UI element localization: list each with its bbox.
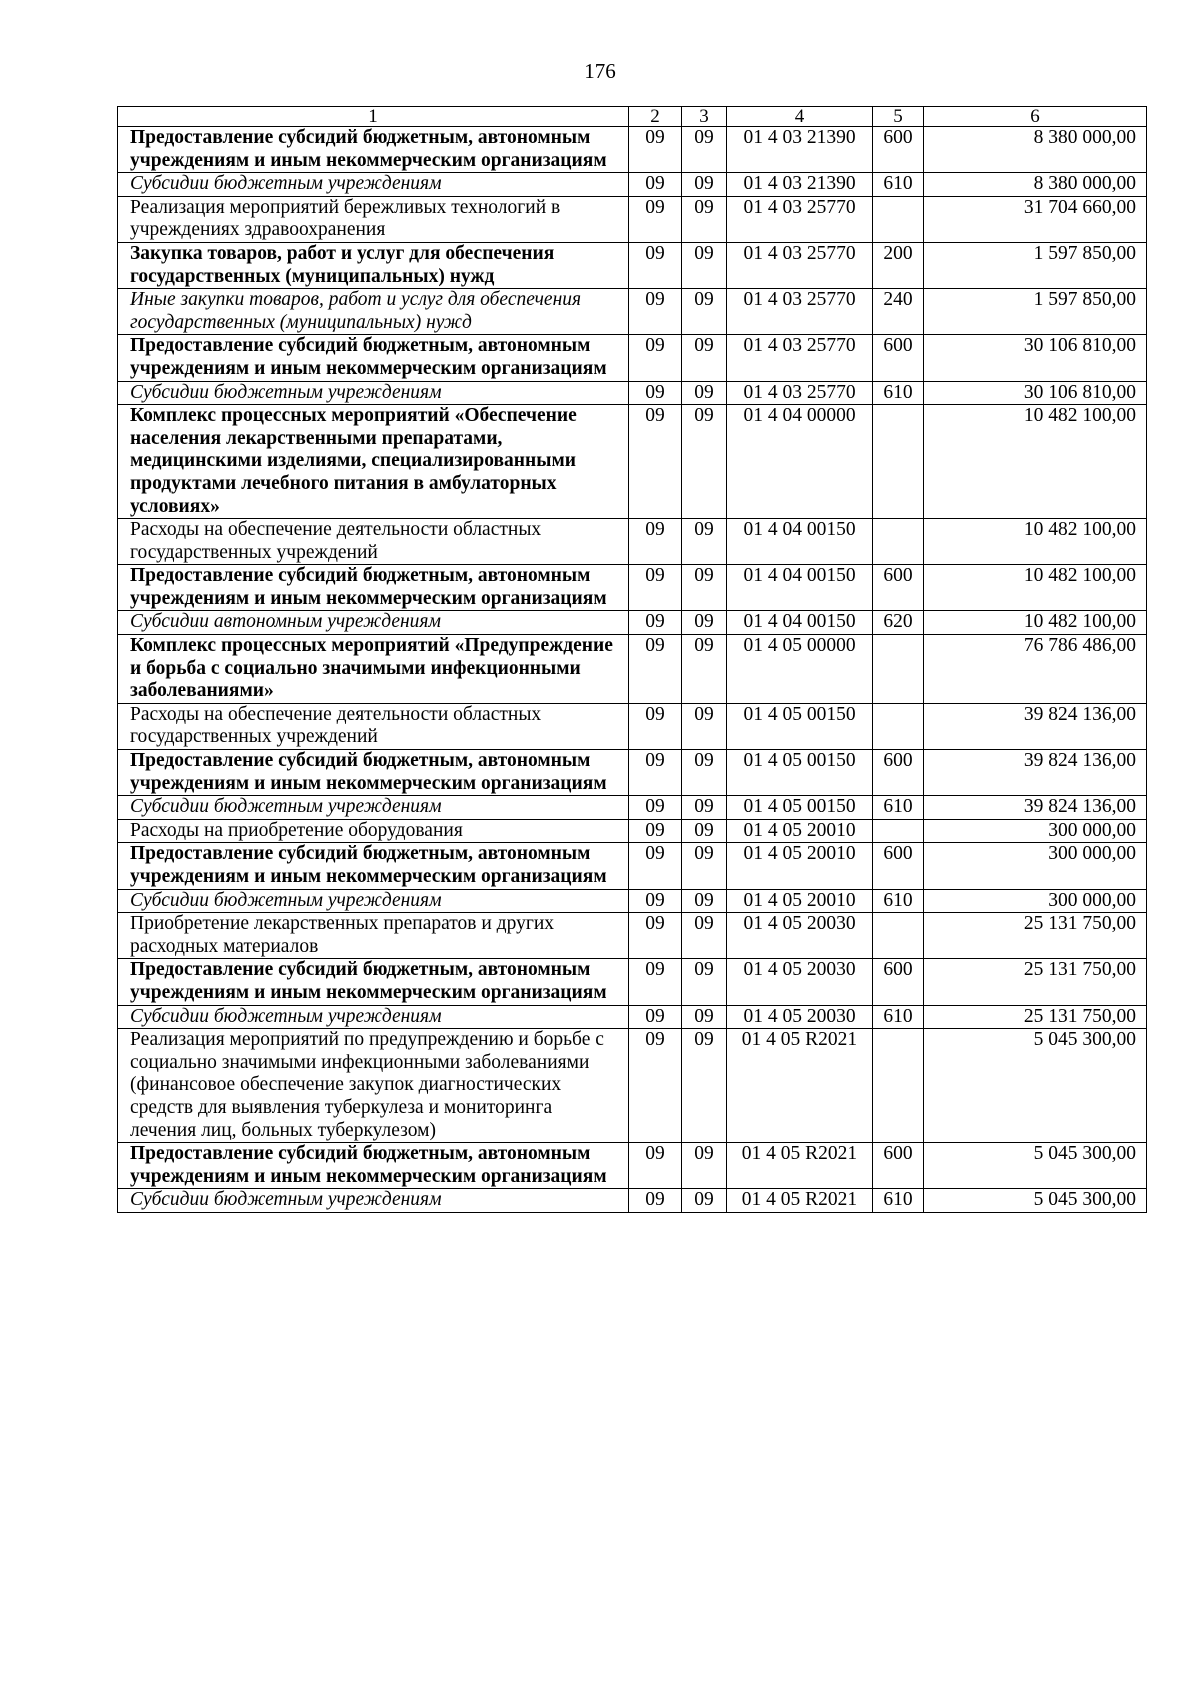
row-col2-code: 09	[629, 565, 682, 611]
column-header-6: 6	[924, 107, 1147, 127]
row-description: Комплекс процессных мероприятий «Обеспечение населения лекарственными препаратами, медицинскими изделиями, специализированными продуктами лечебного питания в амбулаторных условиях»	[118, 405, 629, 519]
row-target-code: 01 4 05 20010	[727, 819, 873, 843]
row-col2-code: 09	[629, 127, 682, 173]
row-col2-code: 09	[629, 889, 682, 913]
row-target-code: 01 4 05 R2021	[727, 1029, 873, 1143]
row-description: Субсидии бюджетным учреждениям	[118, 381, 629, 405]
table-header-row	[118, 107, 1147, 127]
row-expense-type	[873, 635, 924, 704]
row-amount: 300 000,00	[924, 843, 1147, 889]
table-row	[118, 611, 1147, 635]
row-amount: 31 704 660,00	[924, 196, 1147, 242]
table-row	[118, 843, 1147, 889]
row-expense-type: 600	[873, 565, 924, 611]
row-expense-type: 200	[873, 242, 924, 288]
row-description: Субсидии бюджетным учреждениям	[118, 1005, 629, 1029]
table-row	[118, 913, 1147, 959]
row-col3-code: 09	[682, 1143, 727, 1189]
row-col2-code: 09	[629, 843, 682, 889]
row-col3-code: 09	[682, 819, 727, 843]
row-col3-code: 09	[682, 289, 727, 335]
row-target-code: 01 4 04 00150	[727, 611, 873, 635]
row-expense-type: 610	[873, 381, 924, 405]
row-expense-type: 610	[873, 796, 924, 820]
row-target-code: 01 4 05 00150	[727, 750, 873, 796]
row-amount: 1 597 850,00	[924, 242, 1147, 288]
row-target-code: 01 4 05 20010	[727, 843, 873, 889]
table-row	[118, 1005, 1147, 1029]
row-description: Предоставление субсидий бюджетным, автономным учреждениям и иным некоммерческим организациям	[118, 1143, 629, 1189]
row-expense-type: 600	[873, 750, 924, 796]
table-row	[118, 405, 1147, 519]
row-description: Субсидии бюджетным учреждениям	[118, 1189, 629, 1213]
row-amount: 5 045 300,00	[924, 1143, 1147, 1189]
row-col2-code: 09	[629, 913, 682, 959]
row-expense-type: 610	[873, 889, 924, 913]
table-row	[118, 381, 1147, 405]
row-expense-type: 610	[873, 1005, 924, 1029]
row-expense-type: 610	[873, 173, 924, 197]
row-col3-code: 09	[682, 913, 727, 959]
row-col3-code: 09	[682, 335, 727, 381]
column-header-1: 1	[118, 107, 629, 127]
row-target-code: 01 4 05 00150	[727, 703, 873, 749]
row-col2-code: 09	[629, 1143, 682, 1189]
row-target-code: 01 4 03 25770	[727, 196, 873, 242]
row-amount: 25 131 750,00	[924, 1005, 1147, 1029]
page-number: 176	[584, 59, 616, 83]
row-col3-code: 09	[682, 405, 727, 519]
row-expense-type: 240	[873, 289, 924, 335]
row-col2-code: 09	[629, 796, 682, 820]
row-target-code: 01 4 04 00000	[727, 405, 873, 519]
row-expense-type	[873, 819, 924, 843]
row-amount: 39 824 136,00	[924, 703, 1147, 749]
budget-table	[117, 106, 1147, 1213]
table-row	[118, 565, 1147, 611]
row-col2-code: 09	[629, 381, 682, 405]
row-description: Расходы на приобретение оборудования	[118, 819, 629, 843]
table-row	[118, 1029, 1147, 1143]
row-col2-code: 09	[629, 819, 682, 843]
column-header-3: 3	[682, 107, 727, 127]
row-expense-type: 600	[873, 335, 924, 381]
table-row	[118, 289, 1147, 335]
row-col3-code: 09	[682, 959, 727, 1005]
row-amount: 30 106 810,00	[924, 381, 1147, 405]
table-row	[118, 796, 1147, 820]
row-amount: 25 131 750,00	[924, 913, 1147, 959]
row-expense-type	[873, 519, 924, 565]
row-target-code: 01 4 03 21390	[727, 173, 873, 197]
row-target-code: 01 4 05 R2021	[727, 1143, 873, 1189]
row-amount: 5 045 300,00	[924, 1029, 1147, 1143]
row-description: Расходы на обеспечение деятельности областных государственных учреждений	[118, 703, 629, 749]
row-col2-code: 09	[629, 519, 682, 565]
table-row	[118, 519, 1147, 565]
row-col2-code: 09	[629, 1029, 682, 1143]
row-col3-code: 09	[682, 196, 727, 242]
row-amount: 300 000,00	[924, 889, 1147, 913]
row-col2-code: 09	[629, 196, 682, 242]
row-target-code: 01 4 03 21390	[727, 127, 873, 173]
row-description: Реализация мероприятий бережливых технологий в учреждениях здравоохранения	[118, 196, 629, 242]
column-header-5: 5	[873, 107, 924, 127]
row-amount: 25 131 750,00	[924, 959, 1147, 1005]
row-col2-code: 09	[629, 959, 682, 1005]
row-description: Предоставление субсидий бюджетным, автономным учреждениям и иным некоммерческим организациям	[118, 959, 629, 1005]
row-description: Предоставление субсидий бюджетным, автономным учреждениям и иным некоммерческим организациям	[118, 335, 629, 381]
row-col3-code: 09	[682, 750, 727, 796]
table-row	[118, 1143, 1147, 1189]
row-col2-code: 09	[629, 635, 682, 704]
row-amount: 8 380 000,00	[924, 127, 1147, 173]
row-col3-code: 09	[682, 1005, 727, 1029]
row-amount: 8 380 000,00	[924, 173, 1147, 197]
row-col2-code: 09	[629, 611, 682, 635]
row-description: Расходы на обеспечение деятельности областных государственных учреждений	[118, 519, 629, 565]
row-expense-type: 600	[873, 1143, 924, 1189]
row-col2-code: 09	[629, 173, 682, 197]
row-description: Субсидии автономным учреждениям	[118, 611, 629, 635]
row-target-code: 01 4 03 25770	[727, 242, 873, 288]
row-amount: 76 786 486,00	[924, 635, 1147, 704]
row-expense-type	[873, 405, 924, 519]
row-description: Реализация мероприятий по предупреждению и борьбе с социально значимыми инфекционными заболеваниями (финансовое обеспечение закупок диагностических средств для выявления туберкулеза и мониторинга лечения лиц, больных туберкулезом)	[118, 1029, 629, 1143]
row-col2-code: 09	[629, 405, 682, 519]
row-col3-code: 09	[682, 173, 727, 197]
row-description: Субсидии бюджетным учреждениям	[118, 889, 629, 913]
row-target-code: 01 4 05 20030	[727, 913, 873, 959]
row-col3-code: 09	[682, 703, 727, 749]
row-amount: 30 106 810,00	[924, 335, 1147, 381]
row-col3-code: 09	[682, 127, 727, 173]
row-target-code: 01 4 04 00150	[727, 519, 873, 565]
table-row	[118, 959, 1147, 1005]
row-amount: 300 000,00	[924, 819, 1147, 843]
row-target-code: 01 4 05 20030	[727, 959, 873, 1005]
row-col2-code: 09	[629, 750, 682, 796]
row-target-code: 01 4 05 00000	[727, 635, 873, 704]
table-row	[118, 889, 1147, 913]
row-target-code: 01 4 03 25770	[727, 381, 873, 405]
row-col2-code: 09	[629, 1005, 682, 1029]
row-expense-type	[873, 196, 924, 242]
row-col2-code: 09	[629, 335, 682, 381]
table-row	[118, 819, 1147, 843]
row-target-code: 01 4 03 25770	[727, 289, 873, 335]
row-description: Субсидии бюджетным учреждениям	[118, 173, 629, 197]
row-col2-code: 09	[629, 242, 682, 288]
row-col3-code: 09	[682, 843, 727, 889]
row-col3-code: 09	[682, 519, 727, 565]
row-expense-type: 600	[873, 127, 924, 173]
row-expense-type: 600	[873, 959, 924, 1005]
row-description: Предоставление субсидий бюджетным, автономным учреждениям и иным некоммерческим организациям	[118, 843, 629, 889]
row-col2-code: 09	[629, 703, 682, 749]
row-col3-code: 09	[682, 565, 727, 611]
row-target-code: 01 4 04 00150	[727, 565, 873, 611]
row-description: Иные закупки товаров, работ и услуг для обеспечения государственных (муниципальных) нужд	[118, 289, 629, 335]
row-expense-type: 610	[873, 1189, 924, 1213]
row-amount: 10 482 100,00	[924, 611, 1147, 635]
row-description: Предоставление субсидий бюджетным, автономным учреждениям и иным некоммерческим организациям	[118, 750, 629, 796]
table-row	[118, 703, 1147, 749]
row-expense-type: 600	[873, 843, 924, 889]
row-col3-code: 09	[682, 381, 727, 405]
row-target-code: 01 4 03 25770	[727, 335, 873, 381]
row-col3-code: 09	[682, 242, 727, 288]
row-amount: 10 482 100,00	[924, 405, 1147, 519]
table-row	[118, 750, 1147, 796]
row-col2-code: 09	[629, 1189, 682, 1213]
row-description: Закупка товаров, работ и услуг для обеспечения государственных (муниципальных) нужд	[118, 242, 629, 288]
row-col3-code: 09	[682, 635, 727, 704]
row-col2-code: 09	[629, 289, 682, 335]
row-col3-code: 09	[682, 1029, 727, 1143]
row-expense-type	[873, 1029, 924, 1143]
row-description: Субсидии бюджетным учреждениям	[118, 796, 629, 820]
row-target-code: 01 4 05 00150	[727, 796, 873, 820]
column-header-2: 2	[629, 107, 682, 127]
row-amount: 10 482 100,00	[924, 565, 1147, 611]
row-col3-code: 09	[682, 611, 727, 635]
row-col3-code: 09	[682, 796, 727, 820]
row-col3-code: 09	[682, 889, 727, 913]
row-amount: 39 824 136,00	[924, 796, 1147, 820]
row-description: Предоставление субсидий бюджетным, автономным учреждениям и иным некоммерческим организациям	[118, 565, 629, 611]
table-row	[118, 242, 1147, 288]
table-row	[118, 196, 1147, 242]
row-amount: 1 597 850,00	[924, 289, 1147, 335]
row-amount: 10 482 100,00	[924, 519, 1147, 565]
row-expense-type	[873, 703, 924, 749]
row-amount: 5 045 300,00	[924, 1189, 1147, 1213]
row-expense-type: 620	[873, 611, 924, 635]
row-col3-code: 09	[682, 1189, 727, 1213]
row-target-code: 01 4 05 20010	[727, 889, 873, 913]
row-target-code: 01 4 05 20030	[727, 1005, 873, 1029]
table-row	[118, 635, 1147, 704]
row-amount: 39 824 136,00	[924, 750, 1147, 796]
column-header-4: 4	[727, 107, 873, 127]
row-description: Комплекс процессных мероприятий «Предупреждение и борьба с социально значимыми инфекционными заболеваниями»	[118, 635, 629, 704]
table-row	[118, 127, 1147, 173]
table-row	[118, 335, 1147, 381]
row-target-code: 01 4 05 R2021	[727, 1189, 873, 1213]
row-expense-type	[873, 913, 924, 959]
row-description: Предоставление субсидий бюджетным, автономным учреждениям и иным некоммерческим организациям	[118, 127, 629, 173]
table-row	[118, 1189, 1147, 1213]
table-row	[118, 173, 1147, 197]
row-description: Приобретение лекарственных препаратов и других расходных материалов	[118, 913, 629, 959]
